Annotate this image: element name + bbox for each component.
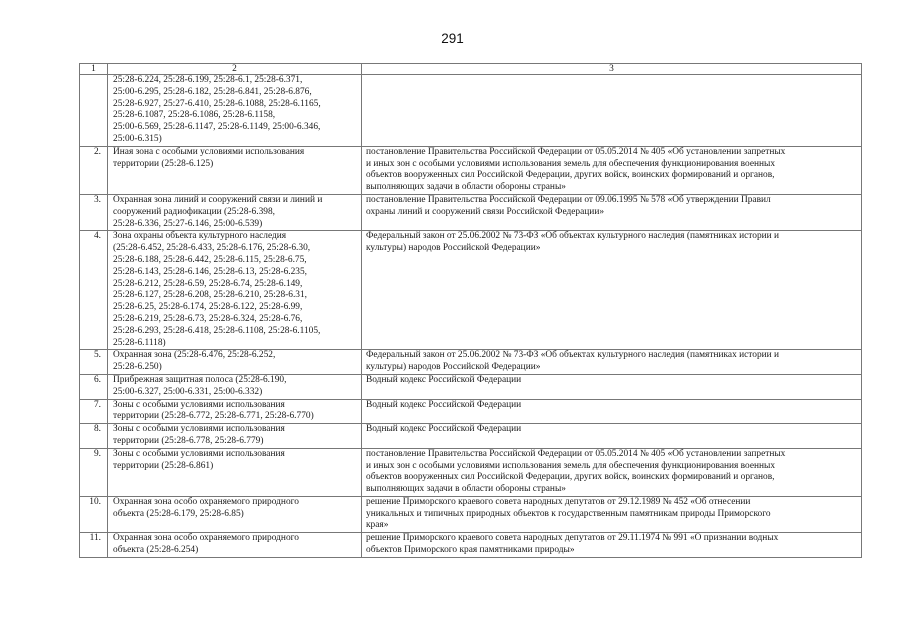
row-number — [80, 75, 108, 147]
zone-description-cell — [108, 231, 362, 350]
zone-description-line: (25:28-6.452, 25:28-6.433, 25:28-6.176, 25:28-6.30, — [113, 243, 311, 254]
legal-basis-line: постановление Правительства Российской Федерации от 09.06.1995 № 578 «Об утверждении Правил — [366, 194, 771, 205]
zone-description-line: объекта (25:28-6.254) — [113, 545, 199, 556]
legal-basis-line: охраны линий и сооружений связи Российской Федерации» — [366, 206, 605, 217]
legal-basis-line: Водный кодекс Российской Федерации — [366, 399, 522, 410]
legal-basis-line: Водный кодекс Российской Федерации — [366, 374, 522, 385]
zone-description-line: 25:28-6.188, 25:28-6.442, 25:28-6.115, 25:28-6.75, — [113, 254, 307, 265]
table-row — [80, 374, 862, 399]
zone-description-line: Зоны с особыми условиями использования — [113, 399, 285, 410]
zone-description-line: Охранная зона особо охраняемого природного — [113, 533, 299, 544]
legal-basis-cell — [362, 231, 862, 350]
legal-basis-line: культуры) народов Российской Федерации» — [366, 362, 541, 373]
zone-description-line: территории (25:28-6.772, 25:28-6.771, 25:28-6.770) — [113, 411, 314, 422]
legal-basis-line: Федеральный закон от 25.06.2002 № 73-ФЗ «Об объектах культурного наследия (памятниках истории и — [366, 350, 780, 361]
legal-basis-line: объектов вооруженных сил Российской Федерации, других войск, воинских формирований и органов, — [366, 170, 775, 181]
row-number: 5. — [80, 350, 108, 375]
legal-basis-cell — [362, 146, 862, 194]
zone-description-line: 25:28-6.250) — [113, 362, 162, 373]
legal-basis-cell — [362, 448, 862, 496]
zone-description-cell — [108, 496, 362, 532]
zone-description-cell — [108, 533, 362, 558]
zone-description-line: 25:00-6.327, 25:00-6.331, 25:00-6.332) — [113, 386, 263, 397]
zone-description-line: территории (25:28-6.861) — [113, 460, 214, 471]
legal-basis-line: решение Приморского краевого совета народных депутатов от 29.12.1989 № 452 «Об отнесении — [366, 496, 751, 507]
zone-description-cell — [108, 374, 362, 399]
table-row — [80, 399, 862, 424]
table-row — [80, 194, 862, 230]
zone-description-line: 25:28-6.25, 25:28-6.174, 25:28-6.122, 25:28-6.99, — [113, 302, 303, 313]
zone-description-line: сооружений радиофикации (25:28-6.398, — [113, 206, 275, 217]
page-number: 291 — [441, 31, 464, 46]
zone-description-cell — [108, 424, 362, 449]
legal-basis-line: постановление Правительства Российской Федерации от 05.05.2014 № 405 «Об установлении запретных — [366, 146, 786, 157]
legal-basis-cell — [362, 399, 862, 424]
legal-basis-cell — [362, 533, 862, 558]
legal-basis-line: выполняющих задачи в области обороны страны» — [366, 182, 566, 193]
zone-description-cell — [108, 399, 362, 424]
table-row — [80, 231, 862, 350]
legal-basis-line: решение Приморского краевого совета народных депутатов от 29.11.1974 № 991 «О признании водных — [366, 533, 779, 544]
row-number: 9. — [80, 448, 108, 496]
zone-description-line: Охранная зона (25:28-6.476, 25:28-6.252, — [113, 350, 276, 361]
row-number: 8. — [80, 424, 108, 449]
zone-description-line: 25:28-6.1118) — [113, 337, 166, 348]
zone-description-line: Зоны с особыми условиями использования — [113, 424, 285, 435]
zone-description-cell — [108, 448, 362, 496]
zone-description-line: Зоны с особыми условиями использования — [113, 448, 285, 459]
row-number: 11. — [80, 533, 108, 558]
row-number: 2. — [80, 146, 108, 194]
zone-description-cell — [108, 146, 362, 194]
legal-basis-cell — [362, 424, 862, 449]
table-row — [80, 75, 862, 147]
table-row — [80, 350, 862, 375]
row-number: 3. — [80, 194, 108, 230]
zone-description-cell — [108, 75, 362, 147]
column-header-1: 1 — [80, 64, 108, 75]
legal-basis-cell — [362, 75, 862, 147]
table-body — [80, 64, 862, 558]
legal-basis-line: объектов Приморского края памятниками природы» — [366, 545, 575, 556]
table-row — [80, 496, 862, 532]
zone-description-line: Иная зона с особыми условиями использования — [113, 146, 305, 157]
zone-description-line: 25:28-6.143, 25:28-6.146, 25:28-6.13, 25:28-6.235, — [113, 266, 308, 277]
zone-description-line: объекта (25:28-6.179, 25:28-6.85) — [113, 508, 244, 519]
row-number: 10. — [80, 496, 108, 532]
table-row — [80, 146, 862, 194]
document-table — [79, 63, 862, 558]
zone-description-line: 25:00-6.315) — [113, 133, 162, 144]
legal-basis-cell — [362, 194, 862, 230]
legal-basis-cell — [362, 374, 862, 399]
zone-description-line: 25:28-6.336, 25:27-6.146, 25:00-6.539) — [113, 218, 263, 229]
table-header-row — [80, 64, 862, 75]
zone-description-line: Охранная зона особо охраняемого природного — [113, 496, 299, 507]
legal-basis-line: культуры) народов Российской Федерации» — [366, 243, 541, 254]
table-row — [80, 533, 862, 558]
zone-description-line: 25:28-6.219, 25:28-6.73, 25:28-6.324, 25:28-6.76, — [113, 313, 303, 324]
zone-description-line: 25:00-6.569, 25:28-6.1147, 25:28-6.1149, 25:00-6.346, — [113, 122, 321, 133]
legal-basis-cell — [362, 496, 862, 532]
zone-description-line: 25:28-6.293, 25:28-6.418, 25:28-6.1108, 25:28-6.1105, — [113, 325, 321, 336]
zone-description-cell — [108, 194, 362, 230]
zone-description-line: 25:28-6.212, 25:28-6.59, 25:28-6.74, 25:28-6.149, — [113, 278, 303, 289]
legal-basis-line: и иных зон с особыми условиями использования земель для обеспечения функционирования военных — [366, 460, 776, 471]
zone-description-line: 25:28-6.224, 25:28-6.199, 25:28-6.1, 25:28-6.371, — [113, 75, 303, 85]
legal-basis-line: уникальных и типичных природных объектов к государственным памятникам природы Приморского — [366, 508, 771, 519]
table-row — [80, 448, 862, 496]
table-row — [80, 424, 862, 449]
legal-basis-line: постановление Правительства Российской Федерации от 05.05.2014 № 405 «Об установлении запретных — [366, 448, 786, 459]
zone-description-line: Зона охраны объекта культурного наследия — [113, 231, 287, 242]
zone-description-line: 25:28-6.1087, 25:28-6.1086, 25:28-6.1158, — [113, 110, 276, 121]
legal-basis-line: выполняющих задачи в области обороны страны» — [366, 484, 566, 495]
row-number: 7. — [80, 399, 108, 424]
column-header-2: 2 — [108, 64, 362, 75]
zone-description-line: территории (25:28-6.125) — [113, 158, 214, 169]
legal-basis-line: и иных зон с особыми условиями использования земель для обеспечения функционирования военных — [366, 158, 776, 169]
zone-description-cell — [108, 350, 362, 375]
column-header-3: 3 — [362, 64, 862, 75]
row-number: 6. — [80, 374, 108, 399]
zone-description-line: 25:28-6.927, 25:27-6.410, 25:28-6.1088, 25:28-6.1165, — [113, 98, 321, 109]
legal-basis-line: края» — [366, 520, 389, 531]
zone-description-line: 25:00-6.295, 25:28-6.182, 25:28-6.841, 25:28-6.876, — [113, 86, 312, 97]
row-number: 4. — [80, 231, 108, 350]
zone-description-line: 25:28-6.127, 25:28-6.208, 25:28-6.210, 25:28-6.31, — [113, 290, 308, 301]
zone-description-line: Охранная зона линий и сооружений связи и линий и — [113, 194, 323, 205]
legal-basis-line: Федеральный закон от 25.06.2002 № 73-ФЗ «Об объектах культурного наследия (памятниках истории и — [366, 231, 780, 242]
legal-basis-line: объектов вооруженных сил Российской Федерации, других войск, воинских формирований и органов, — [366, 472, 775, 483]
zone-description-line: Прибрежная защитная полоса (25:28-6.190, — [113, 374, 287, 385]
zone-description-line: территории (25:28-6.778, 25:28-6.779) — [113, 435, 264, 446]
legal-basis-line: Водный кодекс Российской Федерации — [366, 424, 522, 435]
legal-basis-cell — [362, 350, 862, 375]
